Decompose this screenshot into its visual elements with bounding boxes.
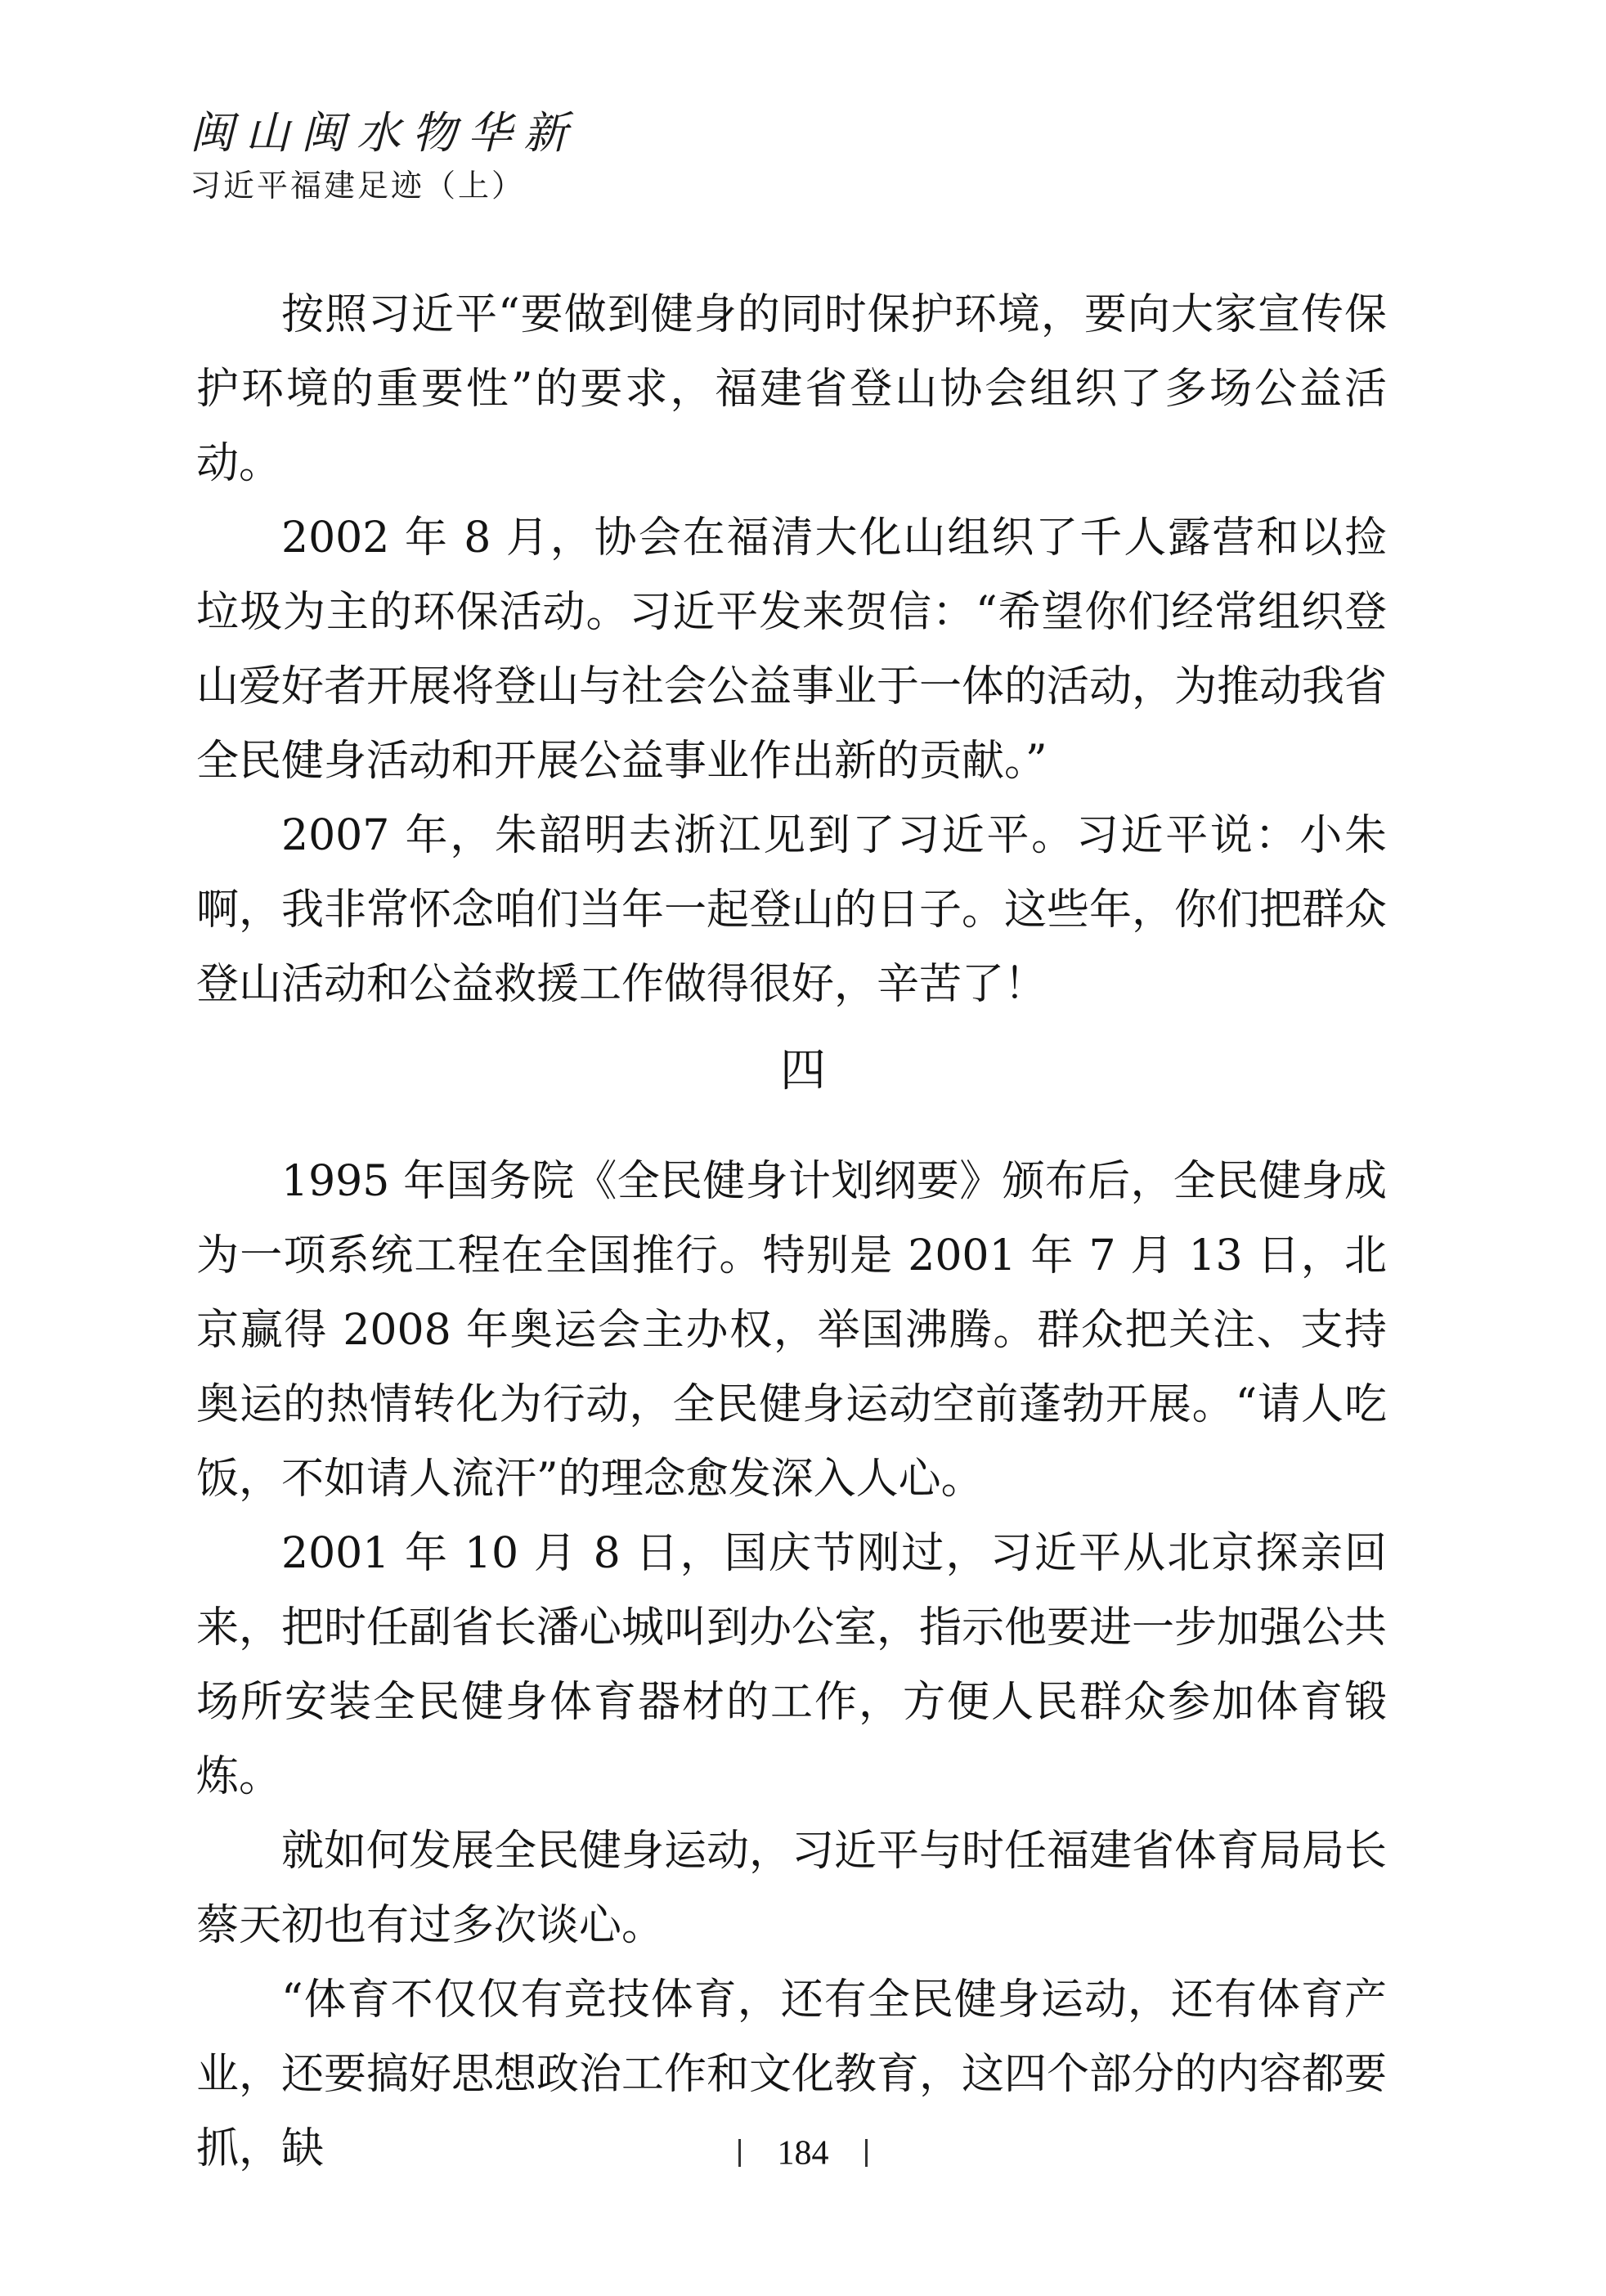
- page-number: 184: [777, 2134, 829, 2173]
- paragraph: 2007 年，朱韶明去浙江见到了习近平。习近平说：小朱啊，我非常怀念咱们当年一起登山的日子。这些年，你们把群众登山活动和公益救援工作做得很好，辛苦了！: [196, 811, 1388, 1009]
- paragraph: 1995 年国务院《全民健身计划纲要》颁布后，全民健身成为一项系统工程在全国推行。特别是 2001 年 7 月 13 日，北京赢得 2008 年奥运会主办权，举国沸腾。群众把关注、支持奥运的热情转化为行动，全民健身运动空前蓬勃开展。“请人吃饭，不如请人流汗”的理念愈发深入人心。: [196, 1157, 1387, 1504]
- series-title: 闽山闽水物华新: [190, 107, 579, 159]
- text-block-before-section: [196, 278, 1387, 1022]
- paragraph: “体育不仅仅有竞技体育，还有全民健身运动，还有体育产业，还要搞好思想政治工作和文化教育，这四个部分的内容都要抓，缺: [196, 1975, 1388, 2173]
- page-number-left-bar: [738, 2139, 741, 2167]
- paragraph: 2002 年 8 月，协会在福清大化山组织了千人露营和以捡垃圾为主的环保活动。习近平发来贺信：“希望你们经常组织登山爱好者开展将登山与社会公益事业于一体的活动，为推动我省全民健身活动和开展公益事业作出新的贡献。”: [196, 513, 1388, 786]
- section-heading: 四: [780, 1044, 826, 1097]
- page-footer: [0, 2126, 1606, 2177]
- text-block-after-section: [196, 1145, 1387, 2186]
- paragraph: 按照习近平“要做到健身的同时保护环境，要向大家宣传保护环境的重要性”的要求，福建省登山协会组织了多场公益活动。: [196, 290, 1387, 488]
- paragraph: 2001 年 10 月 8 日，国庆节刚过，习近平从北京探亲回来，把时任副省长潘心城叫到办公室，指示他要进一步加强公共场所安装全民健身体育器材的工作，方便人民群众参加体育锻炼。: [196, 1529, 1388, 1801]
- paragraph: 就如何发展全民健身运动，习近平与时任福建省体育局局长蔡天初也有过多次谈心。: [196, 1827, 1388, 1950]
- running-header: [190, 105, 579, 206]
- book-subtitle: 习近平福建足迹（上）: [190, 168, 526, 204]
- page-number-right-bar: [865, 2139, 868, 2167]
